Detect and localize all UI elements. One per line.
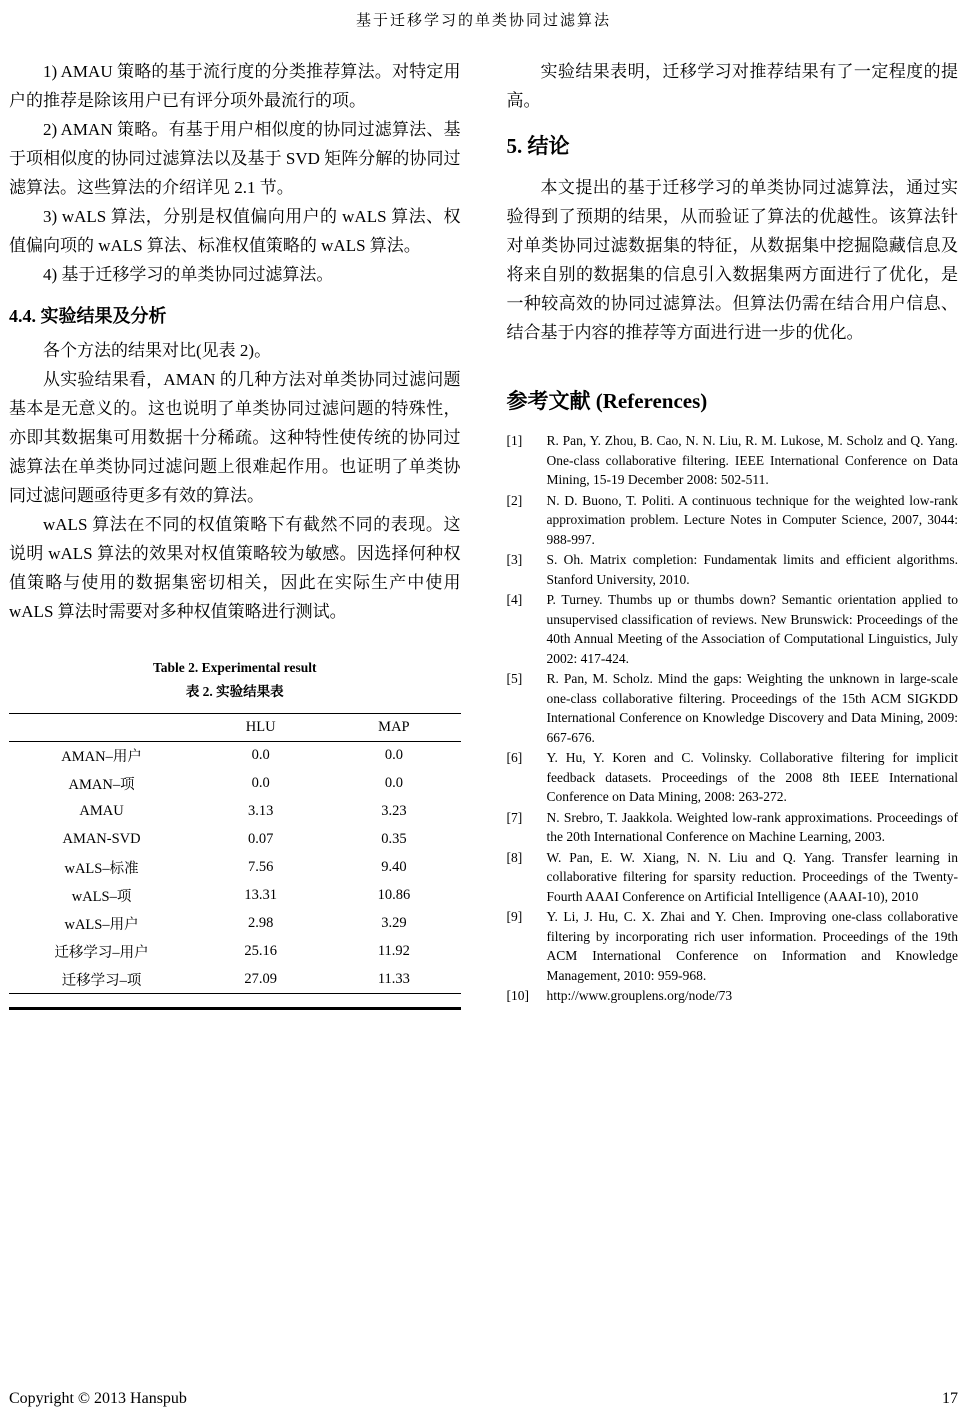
table-header-row xyxy=(9,714,461,742)
copyright-notice: Copyright © 2013 Hanspub xyxy=(9,1390,187,1407)
row-label-cell: 迁移学习–项 xyxy=(61,972,142,989)
reference-text: Y. Hu, Y. Koren and C. Volinsky. Collaborative filtering for implicit feedback datasets. Proceedings of the 2008 8th IEEE International Conference on Data Mining, 2008: 263-272. xyxy=(546,750,958,804)
para-analysis-wals: wALS 算法在不同的权值策略下有截然不同的表现。这说明 wALS 算法的效果对权值策略较为敏感。因选择何种权值策略与使用的数据集密切相关，因此在实际生产中使用 wALS 算法时需要对多种权值策略进行测试。 xyxy=(9,515,461,621)
row-label-cell: AMAN-SVD xyxy=(62,831,141,847)
reference-text: P. Turney. Thumbs up or thumbs down? Semantic orientation applied to unsupervised classification of reviews. New Brunswick: Proceedings of the 40th Annual Meeting of the Association of Computational Linguistics, July 2002: 417-424. xyxy=(546,592,958,666)
reference-text: N. Srebro, T. Jaakkola. Weighted low-rank approximations. Proceedings of the 20th International Conference on Machine Learning, 2003. xyxy=(546,809,958,844)
table-row xyxy=(9,742,461,770)
table-caption-zh: 表 2. 实验结果表 xyxy=(185,684,284,699)
table-row xyxy=(9,910,461,938)
table-row xyxy=(9,798,461,826)
reference-item xyxy=(507,550,959,589)
map-value-cell: 9.40 xyxy=(381,859,407,875)
map-value-cell: 0.0 xyxy=(384,775,403,791)
page-number: 17 xyxy=(942,1390,958,1407)
reference-number: [7] xyxy=(506,809,523,825)
reference-item xyxy=(507,907,959,985)
hlu-value-cell: 0.0 xyxy=(251,747,270,764)
para-experiment-summary: 实验结果表明，迁移学习对推荐结果有了一定程度的提高。 xyxy=(506,62,958,110)
table-bottom-rule xyxy=(9,1007,461,1010)
references-list xyxy=(507,431,959,1006)
para-aman-strategy: 2) AMAN 策略。有基于用户相似度的协同过滤算法、基于项相似度的协同过滤算法以及基于 SVD 矩阵分解的协同过滤算法。这些算法的介绍详见 2.1 节。 xyxy=(9,120,461,197)
hlu-value-cell: 0.0 xyxy=(251,775,270,791)
reference-number: [3] xyxy=(506,552,523,567)
reference-item xyxy=(507,431,959,490)
row-label-cell: 迁移学习–用户 xyxy=(54,945,149,961)
page-footer xyxy=(9,1390,958,1408)
map-value-cell: 0.0 xyxy=(384,747,403,764)
para-analysis-aman: 从实验结果看，AMAN 的几种方法对单类协同过滤问题基本是无意义的。这也说明了单类协同过滤问题的特殊性，亦即其数据集可用数据十分稀疏。这种特性使传统的协同过滤算法在单类协同过滤问题上很难起作用。也证明了单类协同过滤问题亟待更多有效的算法。 xyxy=(9,370,461,505)
para-transfer-strategy: 4) 基于迁移学习的单类协同过滤算法。 xyxy=(43,265,334,284)
table-row xyxy=(9,770,461,798)
map-value-cell: 0.35 xyxy=(381,831,407,847)
para-amau-strategy: 1) AMAU 策略的基于流行度的分类推荐算法。对特定用户的推荐是除该用户已有评分项外最流行的项。 xyxy=(9,62,461,110)
hlu-value-cell: 3.13 xyxy=(248,803,274,819)
map-value-cell: 3.23 xyxy=(381,803,407,819)
reference-number: [5] xyxy=(506,671,523,686)
map-value-cell: 3.29 xyxy=(381,915,407,931)
row-label-cell: AMAU xyxy=(79,803,124,819)
para-results-compare: 各个方法的结果对比(见表 2)。 xyxy=(43,341,272,360)
reference-item xyxy=(507,986,959,1006)
hlu-value-cell: 2.98 xyxy=(248,915,274,931)
hlu-value-cell: 7.56 xyxy=(248,859,274,875)
hlu-value-cell: 27.09 xyxy=(244,970,278,987)
reference-item xyxy=(507,491,959,550)
reference-number: [10] xyxy=(506,988,529,1003)
reference-number: [9] xyxy=(506,909,523,924)
reference-text: http://www.grouplens.org/node/73 xyxy=(546,988,733,1003)
reference-item xyxy=(507,669,959,747)
header-map-cell: MAP xyxy=(327,714,460,742)
header-hlu-cell: HLU xyxy=(194,714,327,742)
row-label-cell: AMAN–用户 xyxy=(61,749,142,766)
reference-number: [2] xyxy=(506,492,523,508)
reference-text: R. Pan, M. Scholz. Mind the gaps: Weighting the unknown in large-scale one-class collaborative filtering. Proceedings of the 15th ACM SIGKDD International Conference on Knowledge Discovery and Data Mining, 2009: 667-676. xyxy=(546,671,958,745)
para-conclusion: 本文提出的基于迁移学习的单类协同过滤算法，通过实验得到了预期的结果，从而验证了算法的优越性。该算法针对单类协同过滤数据集的特征，从数据集中挖掘隐藏信息及将来自别的数据集的信息引入数据集两方面进行了优化，是一种较高效的协同过滤算法。但算法仍需在结合用户信息、结合基于内容的推荐等方面进行进一步的优化。 xyxy=(506,178,958,342)
two-column-body xyxy=(0,30,967,1010)
header-empty-cell xyxy=(9,714,194,742)
table-row xyxy=(9,938,461,966)
page-header-title: 基于迁移学习的单类协同过滤算法 xyxy=(355,13,611,29)
row-label-cell: AMAN–项 xyxy=(68,777,135,793)
section-heading-5: 5. 结论 xyxy=(506,134,570,158)
reference-text: S. Oh. Matrix completion: Fundamentak limits and efficient algorithms. Stanford University, 2010. xyxy=(546,552,958,587)
reference-number: [8] xyxy=(506,849,523,865)
reference-number: [1] xyxy=(506,433,523,448)
map-value-cell: 11.33 xyxy=(377,970,410,987)
hlu-value-cell: 25.16 xyxy=(244,943,278,959)
reference-text: R. Pan, Y. Zhou, B. Cao, N. N. Liu, R. M. Lukose, M. Scholz and Q. Yang. One-class collaborative filtering. IEEE International Conference on Data Mining, 15-19 December 2008: 502-511. xyxy=(546,433,958,487)
reference-text: W. Pan, E. W. Xiang, N. N. Liu and Q. Yang. Transfer learning in collaborative filtering for sparsity reduction. Proceedings of the Twenty-Fourth AAAI Conference on Artificial Intelligence (AAAI-10), 2010 xyxy=(546,849,958,904)
table-caption xyxy=(9,660,461,700)
reference-text: N. D. Buono, T. Politi. A continuous technique for the weighted low-rank approximation problem. Lecture Notes in Computer Science, 2007, 3044: 988-997. xyxy=(546,492,958,547)
reference-number: [4] xyxy=(506,592,523,607)
map-value-cell: 11.92 xyxy=(377,943,410,959)
table-row xyxy=(9,966,461,994)
section-heading-4-4: 4.4. 实验结果及分析 xyxy=(9,306,167,326)
hlu-value-cell: 0.07 xyxy=(248,831,274,847)
row-label-cell: wALS–标准 xyxy=(64,861,139,877)
row-label-cell: wALS–项 xyxy=(71,889,132,905)
reference-item xyxy=(507,590,959,668)
table-caption-en: Table 2. Experimental result xyxy=(152,660,317,675)
reference-number: [6] xyxy=(506,750,523,765)
left-column xyxy=(9,57,461,1010)
reference-text: Y. Li, J. Hu, C. X. Zhai and Y. Chen. Improving one-class collaborative filtering by incorporating rich user information. Proceedings of the 19th ACM International Conference on Information and Knowledge Management, 2010: 959-968. xyxy=(546,909,958,983)
experiment-results-table xyxy=(9,713,461,994)
table-row xyxy=(9,882,461,910)
para-wals-strategy: 3) wALS 算法，分别是权值偏向用户的 wALS 算法、权值偏向项的 wALS 算法、标准权值策略的 wALS 算法。 xyxy=(9,207,461,255)
row-label-cell: wALS–用户 xyxy=(64,917,139,933)
map-value-cell: 10.86 xyxy=(377,887,411,903)
hlu-value-cell: 13.31 xyxy=(244,887,278,903)
table-row xyxy=(9,826,461,854)
reference-item xyxy=(507,848,959,907)
references-heading: 参考文献 (References) xyxy=(506,389,708,413)
reference-item xyxy=(507,748,959,807)
table-row xyxy=(9,854,461,882)
right-column xyxy=(507,57,959,1010)
reference-item xyxy=(507,808,959,847)
